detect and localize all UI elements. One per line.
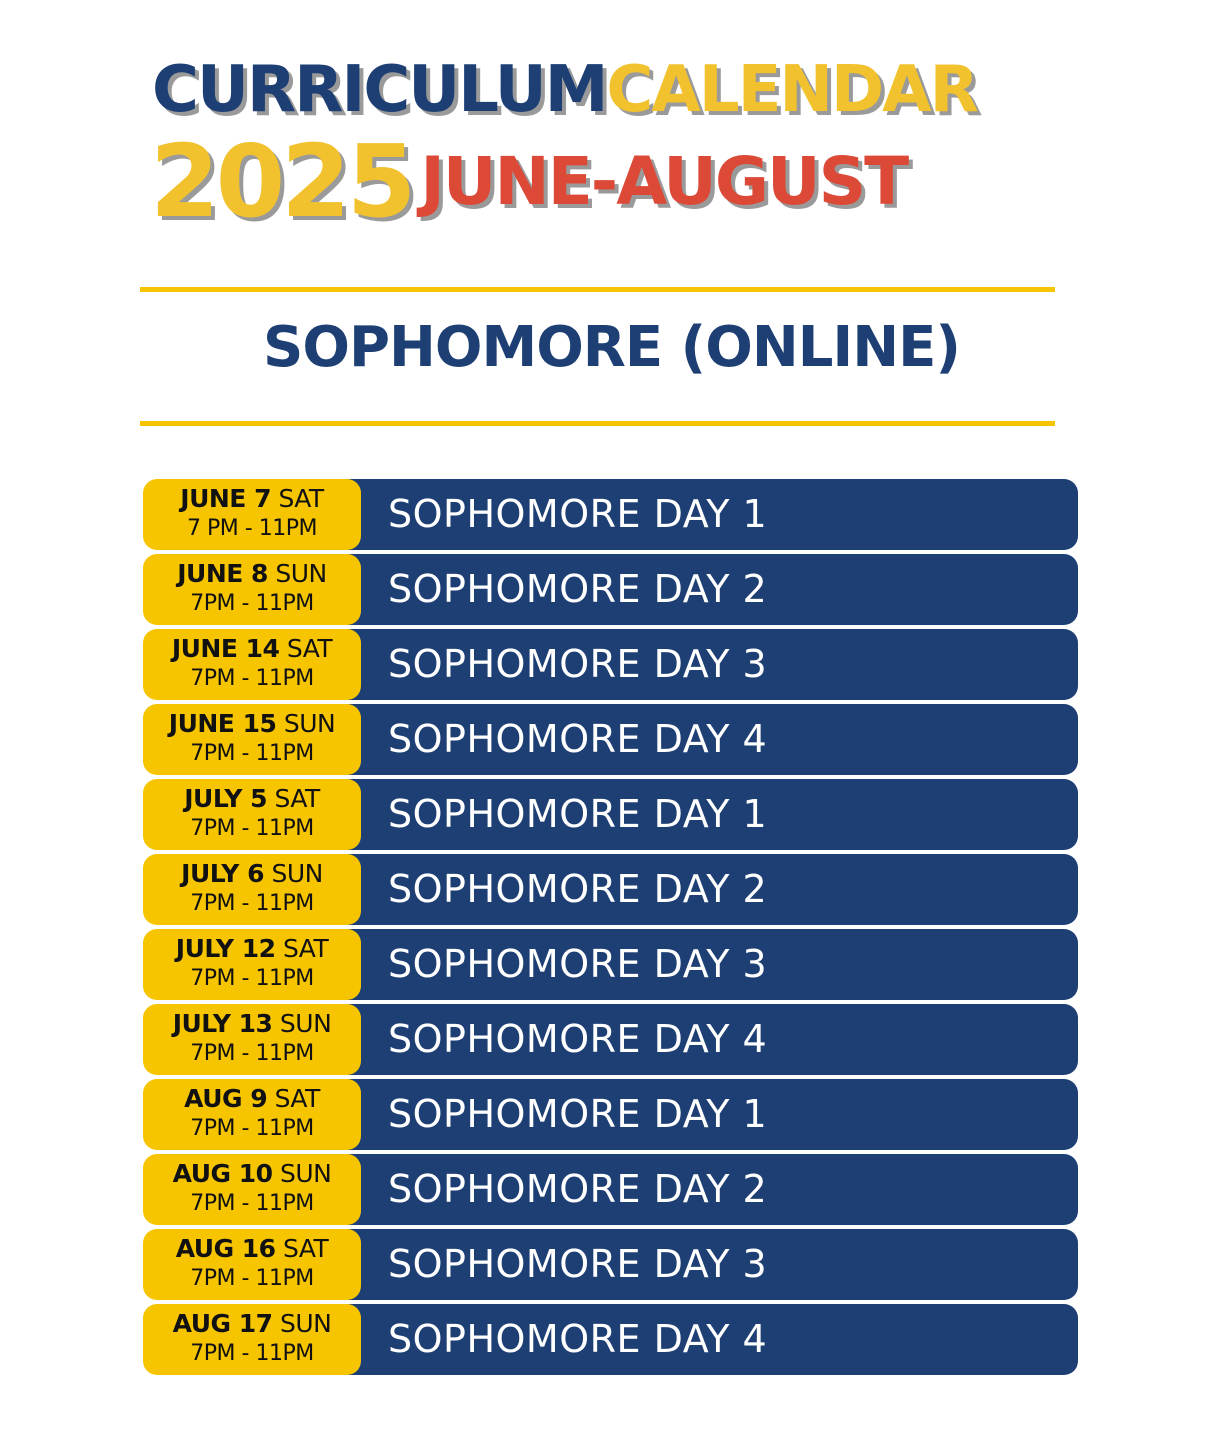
- session-label: SOPHOMORE DAY 1: [388, 1092, 768, 1136]
- session-bar: [333, 479, 1078, 550]
- date-text: AUG 10: [172, 1159, 273, 1188]
- time-text: 7PM - 11PM: [190, 591, 314, 616]
- date-text: JUNE 8: [177, 559, 268, 588]
- time-text: 7PM - 11PM: [190, 1041, 314, 1066]
- time-text: 7PM - 11PM: [190, 891, 314, 916]
- title-line-2: [150, 123, 908, 240]
- date-text: JULY 6: [181, 859, 264, 888]
- schedule-row: [143, 554, 1078, 625]
- session-bar: [333, 929, 1078, 1000]
- session-label: SOPHOMORE DAY 1: [388, 492, 768, 536]
- date-text: JUNE 15: [168, 709, 277, 738]
- date-line: [143, 785, 361, 813]
- weekday-text: SUN: [275, 559, 327, 588]
- session-bar: [333, 1229, 1078, 1300]
- weekday-text: SUN: [279, 1309, 332, 1338]
- weekday-text: SUN: [283, 709, 336, 738]
- session-label: SOPHOMORE DAY 2: [388, 567, 768, 611]
- schedule-row: [143, 1229, 1078, 1300]
- date-line: [143, 1160, 361, 1188]
- divider-top: [140, 287, 1055, 292]
- schedule-row: [143, 1154, 1078, 1225]
- time-text: 7PM - 11PM: [190, 1191, 314, 1216]
- date-text: JULY 12: [175, 934, 276, 963]
- title-word-calendar: CALENDAR: [606, 53, 977, 127]
- schedule-row: [143, 1079, 1078, 1150]
- date-line: [143, 935, 361, 963]
- date-tab: [143, 1079, 361, 1150]
- date-tab: [143, 479, 361, 550]
- weekday-text: SAT: [286, 634, 333, 663]
- schedule-row: [143, 479, 1078, 550]
- session-label: SOPHOMORE DAY 1: [388, 792, 768, 836]
- session-bar: [333, 704, 1078, 775]
- session-bar: [333, 779, 1078, 850]
- time-text: 7PM - 11PM: [190, 741, 314, 766]
- date-tab: [143, 929, 361, 1000]
- date-line: [143, 1085, 361, 1113]
- time-text: 7PM - 11PM: [190, 1341, 314, 1366]
- schedule-row: [143, 779, 1078, 850]
- date-tab: [143, 854, 361, 925]
- date-tab: [143, 629, 361, 700]
- session-label: SOPHOMORE DAY 3: [388, 942, 768, 986]
- schedule-row: [143, 929, 1078, 1000]
- date-line: [143, 1235, 361, 1263]
- weekday-text: SAT: [278, 484, 324, 513]
- session-label: SOPHOMORE DAY 4: [388, 1317, 768, 1361]
- weekday-text: SUN: [279, 1159, 332, 1188]
- session-bar: [333, 854, 1078, 925]
- weekday-text: SAT: [274, 1084, 320, 1113]
- date-tab: [143, 1304, 361, 1375]
- schedule-row: [143, 1304, 1078, 1375]
- weekday-text: SUN: [271, 859, 323, 888]
- time-text: 7PM - 11PM: [190, 1266, 314, 1291]
- schedule-row: [143, 854, 1078, 925]
- session-label: SOPHOMORE DAY 2: [388, 1167, 768, 1211]
- weekday-text: SUN: [279, 1009, 332, 1038]
- session-label: SOPHOMORE DAY 4: [388, 717, 768, 761]
- date-line: [143, 1310, 361, 1338]
- session-bar: [333, 1004, 1078, 1075]
- schedule-row: [143, 1004, 1078, 1075]
- time-text: 7PM - 11PM: [190, 966, 314, 991]
- date-text: JUNE 14: [171, 634, 280, 663]
- divider-bottom: [140, 421, 1055, 426]
- date-text: AUG 9: [184, 1084, 268, 1113]
- session-label: SOPHOMORE DAY 2: [388, 867, 768, 911]
- session-bar: [333, 1154, 1078, 1225]
- date-line: [143, 860, 361, 888]
- date-text: AUG 16: [175, 1234, 276, 1263]
- title-month-range: JUNE-AUGUST: [420, 143, 908, 220]
- session-label: SOPHOMORE DAY 4: [388, 1017, 768, 1061]
- schedule-row: [143, 629, 1078, 700]
- date-text: AUG 17: [172, 1309, 273, 1338]
- date-line: [143, 635, 361, 663]
- session-bar: [333, 1079, 1078, 1150]
- title-word-curriculum: CURRICULUM: [152, 53, 607, 127]
- session-bar: [333, 629, 1078, 700]
- session-label: SOPHOMORE DAY 3: [388, 1242, 768, 1286]
- date-tab: [143, 1229, 361, 1300]
- date-tab: [143, 554, 361, 625]
- time-text: 7PM - 11PM: [190, 666, 314, 691]
- weekday-text: SAT: [274, 784, 320, 813]
- date-text: JULY 13: [172, 1009, 273, 1038]
- schedule-row: [143, 704, 1078, 775]
- time-text: 7PM - 11PM: [190, 816, 314, 841]
- weekday-text: SAT: [282, 934, 329, 963]
- schedule-list: [143, 479, 1078, 1379]
- time-text: 7 PM - 11PM: [187, 516, 317, 541]
- session-label: SOPHOMORE DAY 3: [388, 642, 768, 686]
- date-text: JUNE 7: [180, 484, 271, 513]
- date-line: [143, 710, 361, 738]
- title-line-1: [152, 53, 977, 127]
- page-subtitle: SOPHOMORE (ONLINE): [263, 315, 960, 380]
- title-year: 2025: [150, 123, 413, 240]
- weekday-text: SAT: [283, 1234, 329, 1263]
- date-text: JULY 5: [184, 784, 268, 813]
- date-line: [143, 560, 361, 588]
- session-bar: [333, 1304, 1078, 1375]
- date-tab: [143, 1004, 361, 1075]
- date-tab: [143, 704, 361, 775]
- session-bar: [333, 554, 1078, 625]
- time-text: 7PM - 11PM: [190, 1116, 314, 1141]
- date-line: [143, 485, 361, 513]
- date-tab: [143, 1154, 361, 1225]
- date-tab: [143, 779, 361, 850]
- date-line: [143, 1010, 361, 1038]
